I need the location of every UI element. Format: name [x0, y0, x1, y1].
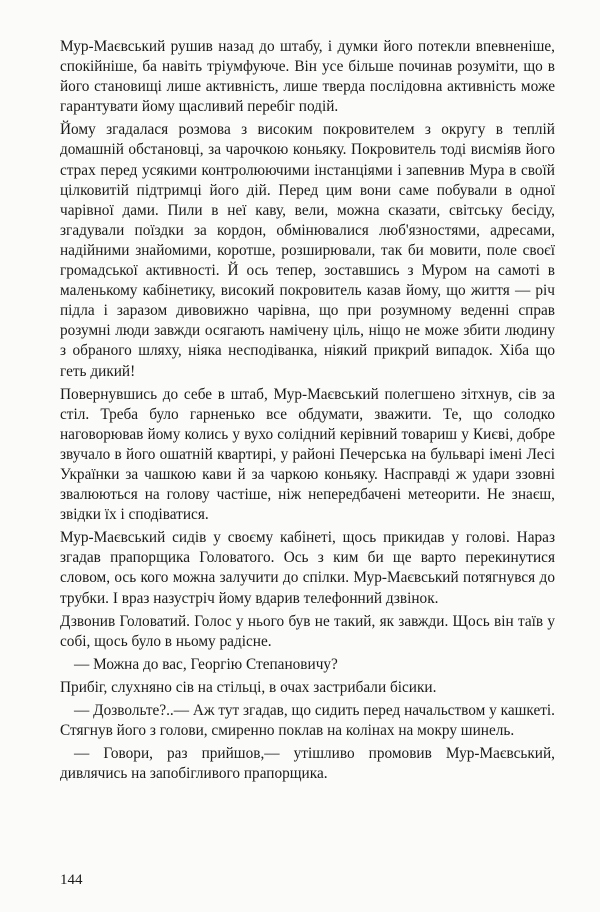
paragraph: Йому згадалася розмова з високим покровителем з округу в теплій домашній обстановці, за чарочкою коньяку. Покровитель тоді висміяв його страх перед усякими контролюючими інстанціями і запевнив Мура в своїй цілковитій підтримці його дій. Перед цим вони саме побували в одної чарівної дами. Пили в неї каву, вели, можна сказати, світську бесіду, згадували поїздки за кордон, обмінювалися люб'язностями, адресами, надійними знайомими, коротше, розширювали, так би мовити, поле своєї громадської активності. Й ось тепер, зоставшись з Муром на самоті в маленькому кабінетику, високий покровитель казав йому, що життя — річ підла і заразом дивовижно чарівна, що при розумному веденні справ розумні люди завжди осягають намічену ціль, ніщо не може збити людину з обраного шляху, ніяка несподіванка, ніякий прикрий випадок. Хіба що геть дикий! — [60, 121, 555, 380]
paragraph: Прибіг, слухняно сів на стільці, в очах застрибали бісики. — [60, 678, 437, 696]
paragraph: Повернувшись до себе в штаб, Мур-Маєвський полегшено зітхнув, сів за стіл. Треба було гарненько все обдумати, зважити. Те, що солодко наговорював йому колись у вухо солідний керівний товариш у Києві, добре звучало в його ошатній квартирі, у районі Печерська на бульварі імені Лесі Українки за чашкою кави й за чаркою коньяку. Насправді ж удари ззовні звалюються на голову частіше, ніж непередбачені метеорити. Не знаєш, звідки їх і сподіватися. — [60, 385, 555, 524]
paragraph: Мур-Маєвський рушив назад до штабу, і думки його потекли впевненіше, спокійніше, ба навіть тріумфуюче. Він усе більше починав розуміти, що в його становищі лише активність, лише тверда послідовна активність може гарантувати йому щасливий перебіг подій. — [60, 38, 555, 116]
paragraph: Дзвонив Головатий. Голос у нього був не такий, як завжди. Щось він таїв у собі, щось було в ньому радісне. — [60, 612, 555, 650]
paragraph: Мур-Маєвський сидів у своєму кабінеті, щось прикидав у голові. Нараз згадав прапорщика Головатого. Ось з ким би ще варто перекинутися словом, ось кого можна залучити до спілки. Мур-Маєвський потягнувся до трубки. І враз назустріч йому вдарив телефонний дзвінок. — [60, 529, 555, 607]
dialog-line: — Говори, раз прийшов,— утішливо промовив Мур-Маєвський, дивлячись на запобігливого прапорщика. — [60, 745, 555, 783]
page-number: 144 — [60, 872, 83, 888]
body-text — [60, 37, 555, 787]
dialog-line: — Дозвольте?..— Аж тут згадав, що сидить перед начальством у кашкеті. Стягнув його з голови, смиренно поклав на колінах на мокру шинель. — [60, 702, 555, 740]
dialog-line: — Можна до вас, Георгію Степановичу? — [74, 655, 338, 673]
